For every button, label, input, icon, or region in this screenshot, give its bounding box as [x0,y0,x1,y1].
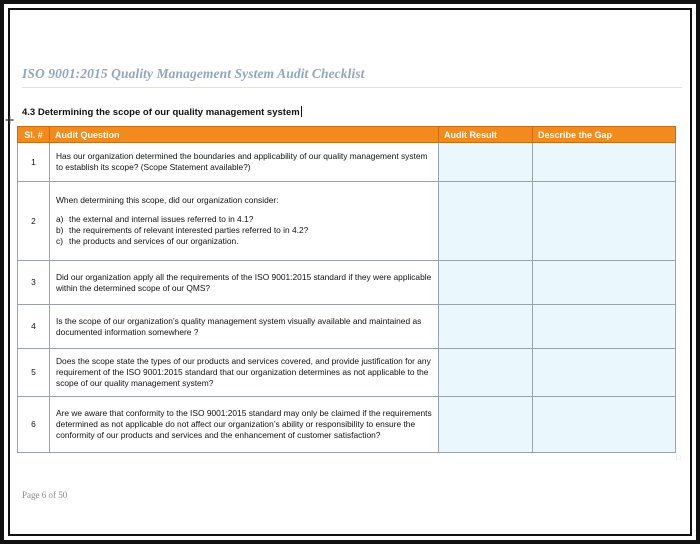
gap-description-cell[interactable] [533,143,676,182]
table-row [18,349,676,397]
list-item-text: the products and services of our organization. [69,236,239,246]
header-audit-question: Audit Question [50,127,439,143]
table-row [18,143,676,182]
gap-description-cell[interactable] [533,305,676,349]
list-item [56,225,432,236]
table-row [18,397,676,453]
audit-question: Is the scope of our organization’s quality management system visually available and maintained as documented information somewhere ? [50,305,439,349]
audit-checklist-table [17,126,676,453]
section-heading-text: 4.3 Determining the scope of our quality management system [22,107,300,118]
list-item-label: b) [56,225,64,235]
row-number: 2 [18,182,50,261]
table-row [18,182,676,261]
row-number: 5 [18,349,50,397]
audit-result-cell[interactable] [439,305,533,349]
audit-question [50,182,439,261]
row-number: 1 [18,143,50,182]
table-row [18,261,676,305]
title-divider [22,87,682,88]
list-item [56,236,432,247]
document-page [5,12,688,532]
header-audit-result: Audit Result [439,127,533,143]
audit-result-cell[interactable] [439,143,533,182]
section-heading[interactable] [22,106,302,118]
row-number: 6 [18,397,50,453]
gap-description-cell[interactable] [533,182,676,261]
move-handle-icon[interactable]: ✛ [5,115,15,127]
table-header-row [18,127,676,143]
text-cursor [301,106,302,117]
audit-question: Did our organization apply all the requirements of the ISO 9001:2015 standard if they were applicable within the determined scope of our QMS? [50,261,439,305]
list-item-text: the external and internal issues referred to in 4.1? [69,214,254,224]
page-number-footer: Page 6 of 50 [22,490,68,500]
table-resize-handle-icon[interactable]: □ [676,455,681,462]
audit-result-cell[interactable] [439,397,533,453]
audit-result-cell[interactable] [439,261,533,305]
audit-result-cell[interactable] [439,182,533,261]
list-item-label: c) [56,236,63,246]
header-sl-number: Sl. # [18,127,50,143]
audit-question: Are we aware that conformity to the ISO 9001:2015 standard may only be claimed if the requirements determined as not applicable do not affect our organization’s ability or responsibility to ensure the conformity of our products and services and the enhancement of customer satisfaction? [50,397,439,453]
list-item-label: a) [56,214,64,224]
audit-question: Has our organization determined the boundaries and applicability of our quality management system to establish its scope? (Scope Statement available?) [50,143,439,182]
audit-result-cell[interactable] [439,349,533,397]
list-item [56,214,432,225]
header-describe-gap: Describe the Gap [533,127,676,143]
table-row [18,305,676,349]
row-number: 3 [18,261,50,305]
list-item-text: the requirements of relevant interested parties referred to in 4.2? [69,225,309,235]
question-intro: When determining this scope, did our organization consider: [56,195,279,205]
gap-description-cell[interactable] [533,349,676,397]
audit-question: Does the scope state the types of our products and services covered, and provide justification for any requirement of the ISO 9001:2015 standard that our organization determines as not applicable to the scope of our quality management system? [50,349,439,397]
gap-description-cell[interactable] [533,397,676,453]
row-number: 4 [18,305,50,349]
document-title: ISO 9001:2015 Quality Management System Audit Checklist [22,66,365,81]
gap-description-cell[interactable] [533,261,676,305]
